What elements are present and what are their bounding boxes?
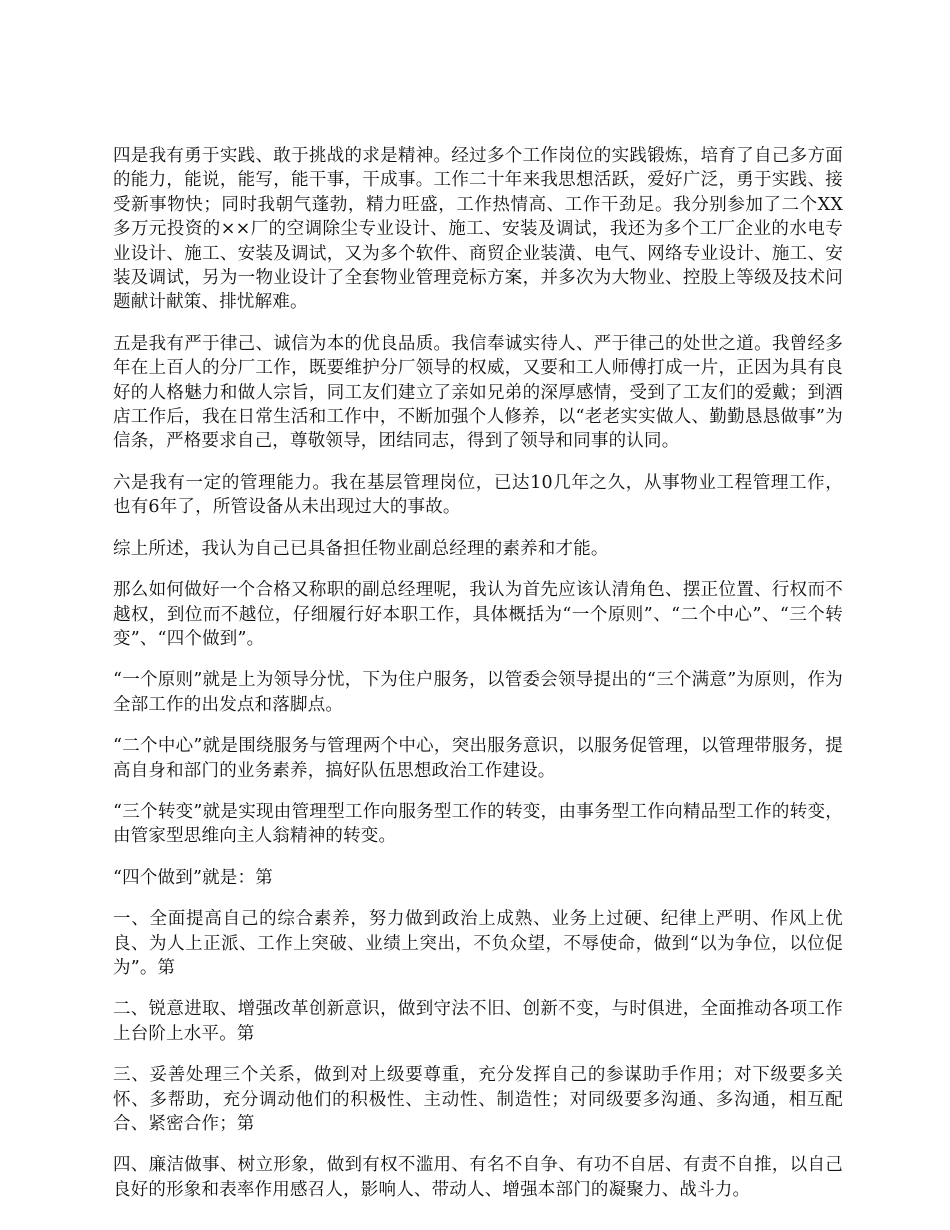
paragraph: 四是我有勇于实践、敢于挑战的求是精神。经过多个工作岗位的实践锻炼，培育了自己多方面的能力，能说，能写，能干事，干成事。工作二十年来我思想活跃，爱好广泛，勇于实践、接受新事物快；同时我朝气蓬勃，精力旺盛，工作热情高、工作干劲足。我分别参加了二个XX多万元投资的××厂的空调除尘专业设计、施工、安装及调试，我还为多个工厂企业的水电专业设计、施工、安装及调试，又为多个软件、商贸企业装潢、电气、网络专业设计、施工、安装及调试，另为一物业设计了全套物业管理竞标方案，并多次为大物业、控股上等级及技术问题献计献策、排忧解难。 bbox=[113, 146, 843, 313]
paragraph: “三个转变”就是实现由管理型工作向服务型工作的转变，由事务型工作向精品型工作的转变，由管家型思维向主人翁精神的转变。 bbox=[113, 801, 843, 847]
paragraph: “四个做到”就是：第 bbox=[113, 867, 273, 888]
paragraph: 综上所述，我认为自己已具备担任物业副总经理的素养和才能。 bbox=[113, 538, 609, 559]
paragraph: 三、妥善处理三个关系，做到对上级要尊重，充分发挥自己的参谋助手作用；对下级要多关怀、多帮助，充分调动他们的积极性、主动性、制造性；对同级要多沟通、多沟通，相互配合、紧密合作；第 bbox=[113, 1065, 843, 1134]
paragraph: “二个中心”就是围绕服务与管理两个中心，突出服务意识，以服务促管理，以管理带服务，提高自身和部门的业务素养，搞好队伍思想政治工作建设。 bbox=[113, 736, 843, 781]
paragraph: 五是我有严于律己、诚信为本的优良品质。我信奉诚实待人、严于律己的处世之道。我曾经多年在上百人的分厂工作，既要维护分厂领导的权威，又要和工人师傅打成一片，正因为具有良好的人格魅力和做人宗旨，同工友们建立了亲如兄弟的深厚感情，受到了工友们的爱戴；到酒店工作后，我在日常生活和工作中，不断加强个人修养，以“老老实实做人、勤勤恳恳做事”为信条，严格要求自己，尊敬领导，团结同志，得到了领导和同事的认同。 bbox=[113, 333, 843, 452]
paragraph: 二、锐意进取、增强改革创新意识，做到守法不旧、创新不变，与时俱进，全面推动各项工作上台阶上水平。第 bbox=[113, 999, 843, 1044]
paragraph: 六是我有一定的管理能力。我在基层管理岗位，已达10几年之久，从事物业工程管理工作，也有6年了，所管设备从未出现过大的事故。 bbox=[113, 472, 843, 518]
paragraph: 一、全面提高自己的综合素养，努力做到政治上成熟、业务上过硬、纪律上严明、作风上优良、为人上正派、工作上突破、业绩上突出，不负众望，不辱使命，做到“以为争位，以位促为”。第 bbox=[113, 909, 843, 978]
paragraph: “一个原则”就是上为领导分忧，下为住户服务，以管委会领导提出的“三个满意”为原则，作为全部工作的出发点和落脚点。 bbox=[113, 670, 843, 715]
document-body bbox=[113, 144, 843, 1219]
paragraph: 四、廉洁做事、树立形象，做到有权不滥用、有名不自争、有功不自居、有责不自推，以自己良好的形象和表率作用感召人，影响人、带动人、增强本部门的凝聚力、战斗力。 bbox=[113, 1155, 843, 1200]
paragraph: 那么如何做好一个合格又称职的副总经理呢，我认为首先应该认清角色、摆正位置、行权而不越权，到位而不越位，仔细履行好本职工作，具体概括为“一个原则”、“二个中心”、“三个转变”、“四个做到”。 bbox=[113, 580, 843, 649]
